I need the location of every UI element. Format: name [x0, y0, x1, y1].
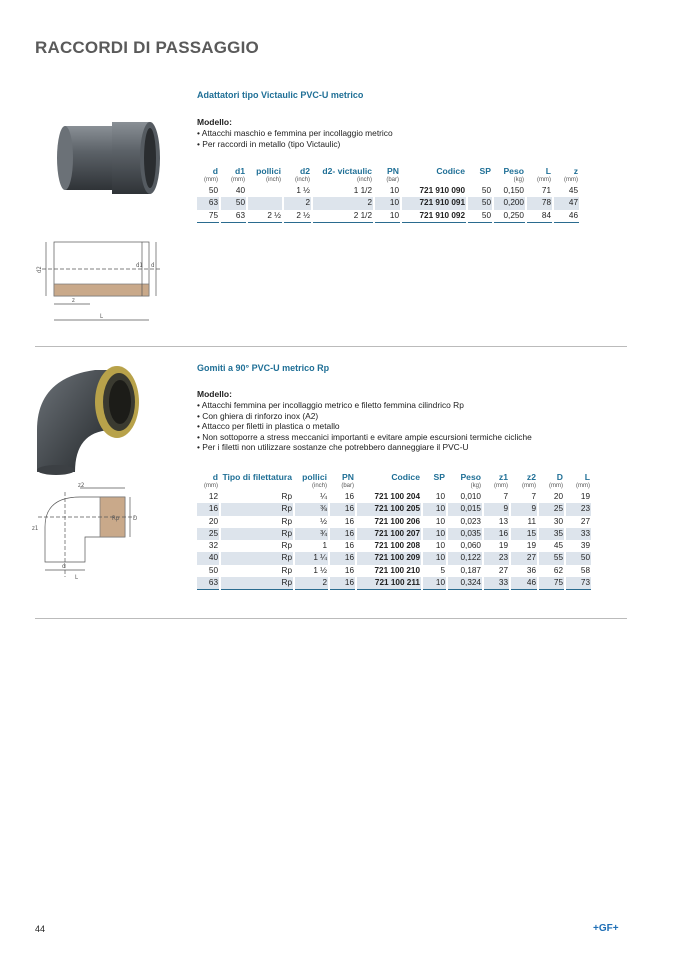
elbow-spec-table	[195, 472, 593, 590]
column-unit: (mm)	[564, 177, 578, 183]
table-cell: 33	[566, 528, 591, 540]
feature-item: • Per i filetti non utilizzare sostanze che potrebbero danneggiare il PVC-U	[197, 442, 532, 453]
table-cell: Rp	[221, 577, 293, 590]
table-cell: 9	[511, 503, 537, 515]
table-row	[197, 503, 591, 515]
table-cell: 25	[539, 503, 564, 515]
table-cell: 50	[221, 197, 246, 209]
table-cell: 0,150	[503, 186, 524, 195]
table-cell: 10	[423, 528, 446, 540]
table-cell: 9	[484, 503, 509, 515]
table-cell: 10	[423, 552, 446, 564]
feature-list	[197, 128, 393, 149]
column-header: z	[573, 166, 578, 176]
table-cell: 0,060	[460, 541, 481, 551]
feature-item: • Attacchi maschio e femmina per incollaggio metrico	[197, 128, 393, 139]
victaulic-product-photo	[50, 118, 165, 198]
header-row	[197, 166, 579, 176]
table-row	[197, 491, 591, 503]
table-cell: 39	[580, 541, 590, 551]
table-cell: 19	[580, 492, 590, 501]
table-cell: 33	[484, 577, 509, 590]
column-header: pollici	[256, 166, 281, 176]
table-cell: Rp	[281, 516, 292, 526]
feature-item: • Con ghiera di rinforzo inox (A2)	[197, 411, 532, 422]
column-header: SP	[433, 472, 445, 482]
table-cell: 0,324	[448, 577, 482, 590]
column-header: SP	[479, 166, 491, 176]
table-cell: 10	[375, 210, 400, 223]
table-cell: 16	[330, 577, 355, 590]
column-header: PN	[387, 166, 399, 176]
table-row	[197, 197, 579, 209]
column-unit: (kg)	[470, 483, 481, 489]
table-cell: 721 910 091	[402, 197, 466, 209]
table-row	[197, 210, 579, 223]
victaulic-spec-table	[195, 166, 581, 223]
column-header: Peso	[460, 472, 481, 482]
column-header: d	[212, 472, 218, 482]
column-header: D	[556, 472, 563, 482]
section-title: Gomiti a 90° PVC-U metrico Rp	[197, 363, 330, 373]
table-cell: 16	[484, 528, 509, 540]
table-row	[197, 528, 591, 540]
table-cell: 10	[389, 186, 399, 195]
column-unit	[357, 482, 421, 491]
column-unit	[402, 176, 466, 185]
table-cell: Rp	[221, 503, 293, 515]
table-cell: 16	[330, 552, 355, 564]
table-cell: 40	[197, 552, 219, 564]
table-cell: Rp	[221, 528, 293, 540]
table-cell: 75	[539, 577, 564, 590]
table-cell: 50	[468, 210, 492, 223]
table-cell: 721 100 205	[357, 503, 421, 515]
table-row	[197, 552, 591, 564]
table-cell: 36	[526, 565, 536, 575]
table-cell: 71	[541, 186, 551, 195]
column-unit	[221, 482, 293, 491]
column-unit: (inch)	[265, 177, 281, 183]
column-header: PN	[342, 472, 354, 482]
table-cell: 23	[566, 503, 591, 515]
svg-text:d: d	[151, 262, 155, 269]
table-cell: 50	[481, 186, 491, 195]
table-cell: 2	[313, 197, 373, 209]
table-cell: ½	[320, 516, 327, 526]
table-row	[197, 565, 591, 577]
table-cell: 721 100 210	[374, 565, 420, 575]
units-row	[197, 176, 579, 185]
table-cell: 20	[553, 492, 563, 501]
table-cell: 7	[531, 492, 536, 501]
table-cell: 62	[553, 565, 563, 575]
table-cell: 16	[330, 503, 355, 515]
table-cell: 20	[208, 516, 218, 526]
table-cell: 55	[539, 552, 564, 564]
model-label: Modello:	[197, 389, 232, 399]
table-cell: 721 100 207	[357, 528, 421, 540]
feature-item: • Attacco per filetti in plastica o metallo	[197, 421, 532, 432]
table-cell: 16	[344, 516, 354, 526]
table-cell: 1	[322, 541, 327, 551]
table-cell: 0,122	[448, 552, 482, 564]
table-cell: 27	[511, 552, 537, 564]
table-cell: 35	[539, 528, 564, 540]
table-cell: 30	[553, 516, 563, 526]
feature-item: • Non sottoporre a stress meccanici importanti e evitare ampie escursioni termiche cicliche	[197, 432, 532, 443]
table-cell: 45	[553, 541, 563, 551]
table-cell: ¼	[320, 492, 327, 501]
table-cell: 16	[344, 541, 354, 551]
column-header: pollici	[302, 472, 327, 482]
table-cell: 7	[503, 492, 508, 501]
page-title: RACCORDI DI PASSAGGIO	[35, 38, 259, 57]
column-header: Tipo di filettatura	[222, 472, 292, 482]
column-unit: (mm)	[204, 177, 218, 183]
table-cell: 84	[527, 210, 552, 223]
column-unit: (mm)	[204, 483, 218, 489]
svg-text:z2: z2	[78, 482, 85, 489]
column-unit: (mm)	[494, 483, 508, 489]
table-cell: 46	[554, 210, 579, 223]
header-row	[197, 472, 591, 482]
table-cell: 10	[423, 503, 446, 515]
table-row	[197, 577, 591, 590]
svg-text:D: D	[133, 515, 138, 522]
column-unit: (bar)	[341, 483, 354, 489]
section-title: Adattatori tipo Victaulic PVC-U metrico	[197, 90, 364, 100]
table-cell: 2	[295, 577, 328, 590]
units-row	[197, 482, 591, 491]
table-cell: 2 ½	[284, 210, 311, 223]
table-cell: 721 910 092	[402, 210, 466, 223]
table-cell: 50	[468, 197, 492, 209]
table-cell: 16	[197, 503, 219, 515]
table-cell: 0,035	[448, 528, 482, 540]
table-cell: 13	[498, 516, 508, 526]
svg-text:L: L	[75, 574, 79, 581]
table-cell: 50	[208, 186, 218, 195]
table-cell: 1 ½	[296, 186, 310, 195]
feature-list	[197, 400, 532, 453]
svg-text:d2: d2	[36, 266, 43, 273]
column-unit	[423, 482, 446, 491]
column-unit: (mm)	[522, 483, 536, 489]
table-cell: 63	[197, 577, 219, 590]
table-cell: 11	[527, 516, 536, 526]
feature-item: • Attacchi femmina per incollaggio metrico e filetto femmina cilindrico Rp	[197, 400, 532, 411]
table-cell: 75	[197, 210, 219, 223]
table-cell: 0,187	[460, 565, 481, 575]
table-cell: 1 ¼	[295, 552, 328, 564]
table-cell: 1 ½	[313, 565, 327, 575]
table-cell: ¾	[295, 528, 328, 540]
column-header: z2	[526, 472, 536, 482]
column-unit: (inch)	[311, 483, 327, 489]
table-cell: 10	[435, 492, 445, 501]
svg-text:z1: z1	[32, 525, 39, 532]
table-cell: 50	[208, 565, 218, 575]
table-cell: 73	[566, 577, 591, 590]
table-cell: 5	[440, 565, 445, 575]
table-cell: 2 1/2	[313, 210, 373, 223]
column-unit: (bar)	[386, 177, 399, 183]
column-header: Peso	[503, 166, 524, 176]
table-cell: 721 100 209	[357, 552, 421, 564]
table-cell: 0,010	[460, 492, 481, 501]
table-cell: 15	[511, 528, 537, 540]
table-cell: 721 100 204	[374, 492, 420, 501]
table-cell: 40	[235, 186, 245, 195]
table-cell: 47	[554, 197, 579, 209]
table-cell: 10	[435, 516, 445, 526]
section-divider	[35, 346, 627, 347]
table-row	[197, 185, 579, 197]
table-cell	[248, 197, 282, 209]
table-cell: Rp	[221, 552, 293, 564]
column-unit: (inch)	[294, 177, 310, 183]
section-divider	[35, 618, 627, 619]
table-cell: 10	[375, 197, 400, 209]
column-header: d2- victaulic	[322, 166, 372, 176]
column-header: L	[584, 472, 590, 482]
table-cell: 10	[435, 541, 445, 551]
table-cell: 19	[498, 541, 508, 551]
table-cell: 721 100 208	[374, 541, 420, 551]
table-cell: 16	[330, 528, 355, 540]
column-header: L	[545, 166, 551, 176]
table-cell	[248, 185, 282, 197]
elbow-technical-drawing	[30, 482, 145, 582]
table-row	[197, 540, 591, 552]
column-unit	[468, 176, 492, 185]
table-cell: 27	[580, 516, 590, 526]
table-cell: 0,015	[448, 503, 482, 515]
table-cell: 50	[566, 552, 591, 564]
table-cell: 78	[527, 197, 552, 209]
column-header: Codice	[391, 472, 420, 482]
table-row	[197, 516, 591, 528]
table-cell: 16	[344, 565, 354, 575]
table-cell: 0,023	[460, 516, 481, 526]
table-cell: 27	[498, 565, 508, 575]
table-cell: ⅜	[295, 503, 328, 515]
elbow-product-photo	[35, 360, 145, 475]
table-cell: 23	[484, 552, 509, 564]
table-cell: 58	[580, 565, 590, 575]
table-cell: 721 100 211	[357, 577, 421, 590]
column-unit: (mm)	[576, 483, 590, 489]
column-unit: (mm)	[549, 483, 563, 489]
table-cell: 0,200	[494, 197, 525, 209]
table-cell: Rp	[281, 565, 292, 575]
svg-text:z: z	[72, 297, 75, 304]
table-cell: 721 100 206	[374, 516, 420, 526]
column-header: z1	[498, 472, 508, 482]
table-cell: 16	[344, 492, 354, 501]
table-cell: 721 910 090	[419, 186, 465, 195]
table-cell: 63	[197, 197, 219, 209]
svg-text:d1: d1	[136, 262, 143, 269]
table-cell: 63	[221, 210, 246, 223]
column-unit: (kg)	[513, 177, 524, 183]
column-unit: (mm)	[231, 177, 245, 183]
victaulic-technical-drawing	[32, 232, 167, 337]
column-header: Codice	[436, 166, 465, 176]
table-cell: 25	[197, 528, 219, 540]
svg-text:L: L	[100, 313, 104, 320]
column-unit: (inch)	[356, 177, 372, 183]
table-cell: 19	[526, 541, 536, 551]
column-header: d	[212, 166, 218, 176]
table-cell: 32	[208, 541, 218, 551]
column-header: d2	[299, 166, 310, 176]
column-header: d1	[234, 166, 245, 176]
table-cell: 2 ½	[248, 210, 282, 223]
table-cell: Rp	[281, 492, 292, 501]
svg-text:d: d	[62, 563, 66, 570]
table-cell: 46	[511, 577, 537, 590]
table-cell: 12	[208, 492, 218, 501]
table-cell: Rp	[281, 541, 292, 551]
page-number: 44	[35, 924, 46, 934]
table-cell: 0,250	[494, 210, 525, 223]
gf-logo: +GF+	[593, 923, 619, 934]
table-cell: 10	[423, 577, 446, 590]
svg-text:Rp: Rp	[112, 515, 120, 522]
column-unit: (mm)	[537, 177, 551, 183]
table-cell: 45	[568, 186, 578, 195]
model-label: Modello:	[197, 117, 232, 127]
table-cell: 1 1/2	[353, 186, 372, 195]
table-cell: 2	[284, 197, 311, 209]
feature-item: • Per raccordi in metallo (tipo Victaulic)	[197, 139, 393, 150]
